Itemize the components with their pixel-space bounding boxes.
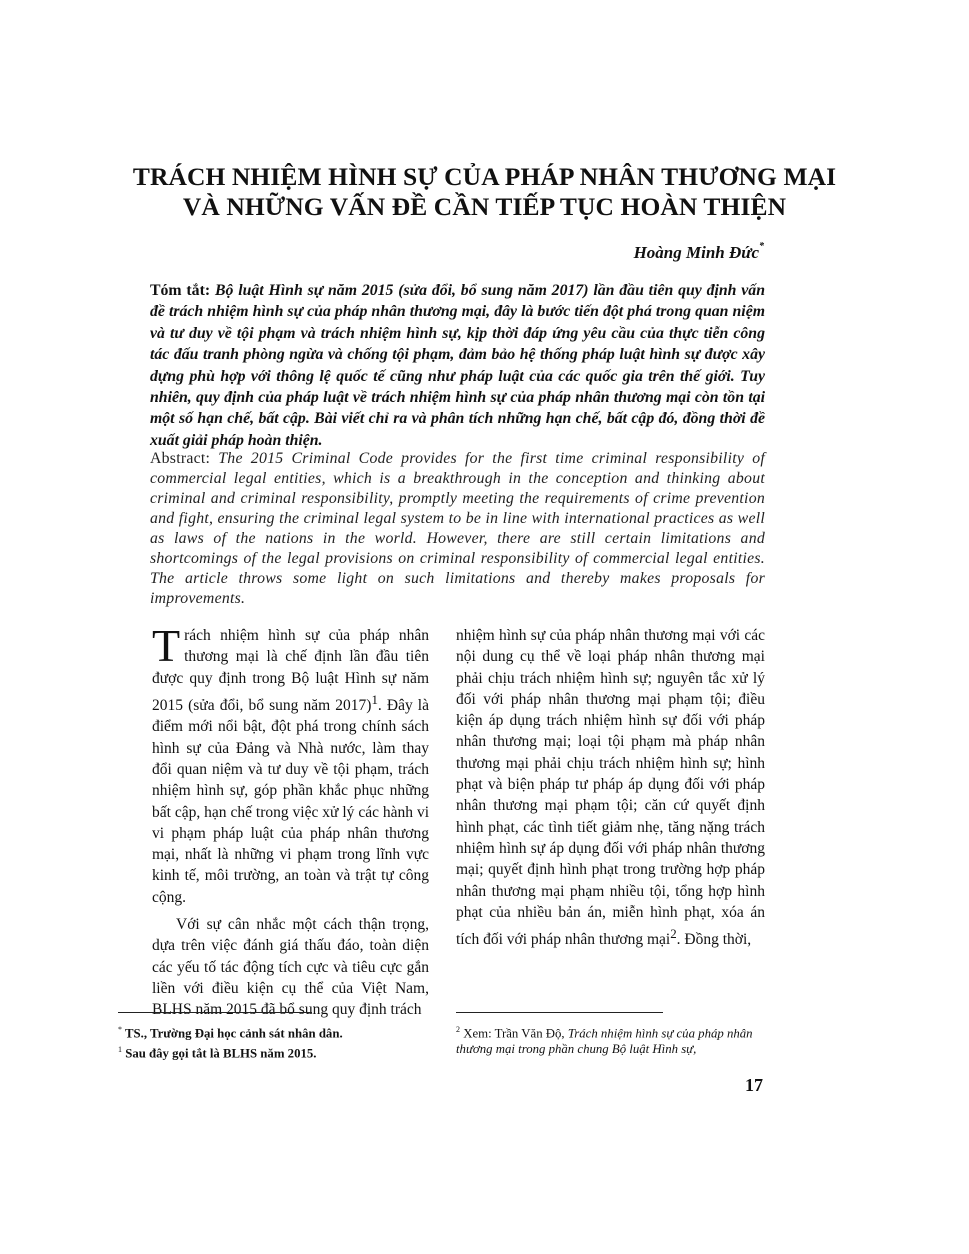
footnote-mark-2: 2 <box>456 1025 460 1034</box>
footnote-text-1: TS., Trường Đại học cảnh sát nhân dân. <box>122 1026 343 1041</box>
footnote-text-3b: Trách nhiệm hình sự của pháp nhân thương mại trong phần chung Bộ luật Hình sự, <box>456 1026 753 1056</box>
body-paragraph-3 <box>456 625 765 951</box>
abstract-vietnamese <box>150 280 765 451</box>
page-number: 17 <box>745 1075 763 1095</box>
body-paragraph-1 <box>152 620 429 908</box>
footnote-mark-1: 1 <box>118 1044 122 1054</box>
footnote-mark-star: * <box>118 1025 122 1034</box>
footnotes-left <box>118 1022 418 1062</box>
right-text-a: nhiệm hình sự của pháp nhân thương mại với các nội dung cụ thể về loại pháp nhân thương mại phải chịu trách nhiệm hình sự; nguyên tắc xử lý đối với pháp nhân thương mại phạm tội; điều kiện áp dụng trách nhiệm hình sự đối với pháp nhân thương mại; loại tội phạm mà pháp nhân thương mại phải chịu trách nhiệm hình sự; hình phạt và biện pháp tư pháp áp dụng đối với pháp nhân thương mại phạm tội; căn cứ quyết định hình phạt, các tình tiết giảm nhẹ, tăng nặng trách nhiệm hình sự áp dụng đối với pháp nhân thương mại; quyết định hình phạt trong trường hợp pháp nhân thương mại phạm nhiều tội, tổng hợp hình phạt của nhiều bản án, miễn hình phạt, xóa án tích đối với pháp nhân thương mại <box>456 627 765 949</box>
article-title <box>60 162 909 222</box>
abstract-vi-text: Bộ luật Hình sự năm 2015 (sửa đổi, bổ sung năm 2017) lần đầu tiên quy định vấn đề trách nhiệm hình sự của pháp nhân thương mại, đây là bước tiến đột phá trong quan niệm và tư duy về tội phạm và trách nhiệm hình sự, kịp thời đáp ứng yêu cầu của thực tiễn công tác đấu tranh phòng ngừa và chống tội phạm, đảm bảo hệ thống pháp luật hình sự được xây dựng phù hợp với thông lệ quốc tế cũng như pháp luật của các quốc gia trên thế giới. Tuy nhiên, quy định của pháp luật về trách nhiệm hình sự của pháp nhân thương mại còn tồn tại một số hạn chế, bất cập. Bài viết chỉ ra và phân tích những hạn chế, bất cập đó, đồng thời đề xuất giải pháp hoàn thiện. <box>150 282 765 449</box>
title-line-1: TRÁCH NHIỆM HÌNH SỰ CỦA PHÁP NHÂN THƯƠNG MẠI <box>132 162 837 191</box>
body-column-right <box>456 625 765 951</box>
abstract-english <box>150 449 765 609</box>
footnote-text-3a: Xem: Trần Văn Độ, <box>460 1026 568 1041</box>
body-paragraph-2: Với sự cân nhắc một cách thận trọng, dựa trên việc đánh giá thấu đáo, toàn diện các yếu tố tác động tích cực và tiêu cực gắn liền với điều kiện cụ thể của Việt Nam, BLHS năm 2015 đã bổ sung quy định trách <box>152 916 429 1019</box>
author-byline <box>634 243 764 263</box>
footnote-divider-left <box>118 1012 312 1013</box>
body-column-left <box>152 620 429 1021</box>
footnote-ref-1: 1 <box>371 691 378 707</box>
abstract-en-label: Abstract: <box>150 450 211 467</box>
footnote-1 <box>118 1042 418 1062</box>
footnotes-right <box>456 1022 766 1057</box>
para1-text-a: rách nhiệm hình sự của pháp nhân thương mại là chế định lần đầu tiên được quy định trong Bộ luật Hình sự năm 2015 (sửa đổi, bổ sung năm 2017) <box>152 627 429 715</box>
abstract-en-text: The 2015 Criminal Code provides for the first time criminal responsibility of commercial legal entities, which is a breakthrough in the conception and thinking about criminal and criminal responsibility, promptly meeting the requirements of crime prevention and fight, ensuring the criminal legal system to be in line with international practices as well as laws of the nations in the world. However, there are still certain limitations and shortcomings of the legal provisions on criminal responsibility of commercial legal entities. The article throws some light on such limitations and thereby makes proposals for improvements. <box>150 450 766 607</box>
footnote-2 <box>456 1022 766 1057</box>
drop-cap: T <box>152 620 181 671</box>
author-name: Hoàng Minh Đức <box>633 243 759 262</box>
footnote-text-2: Sau đây gọi tắt là BLHS năm 2015. <box>122 1046 317 1061</box>
title-line-2: VÀ NHỮNG VẤN ĐỀ CẦN TIẾP TỤC HOÀN THIỆN <box>182 192 787 221</box>
author-footnote-mark: * <box>759 241 764 253</box>
footnote-ref-2: 2 <box>670 926 677 942</box>
abstract-vi-label: Tóm tắt: <box>150 282 211 299</box>
footnote-author <box>118 1022 418 1042</box>
right-text-b: . Đồng thời, <box>676 931 752 949</box>
footnote-divider-right <box>456 1012 663 1013</box>
para1-text-b: . Đây là điểm mới nổi bật, đột phá trong chính sách hình sự của Đảng và Nhà nước, làm thay đổi quan niệm và tư duy về tội phạm, trách nhiệm hình sự, góp phần khắc phục những bất cập, hạn chế trong việc xử lý các hành vi vi phạm pháp luật của pháp nhân thương mại, nhất là những vi phạm trong lĩnh vực kinh tế, môi trường, an toàn và trật tự công cộng. <box>152 697 429 906</box>
